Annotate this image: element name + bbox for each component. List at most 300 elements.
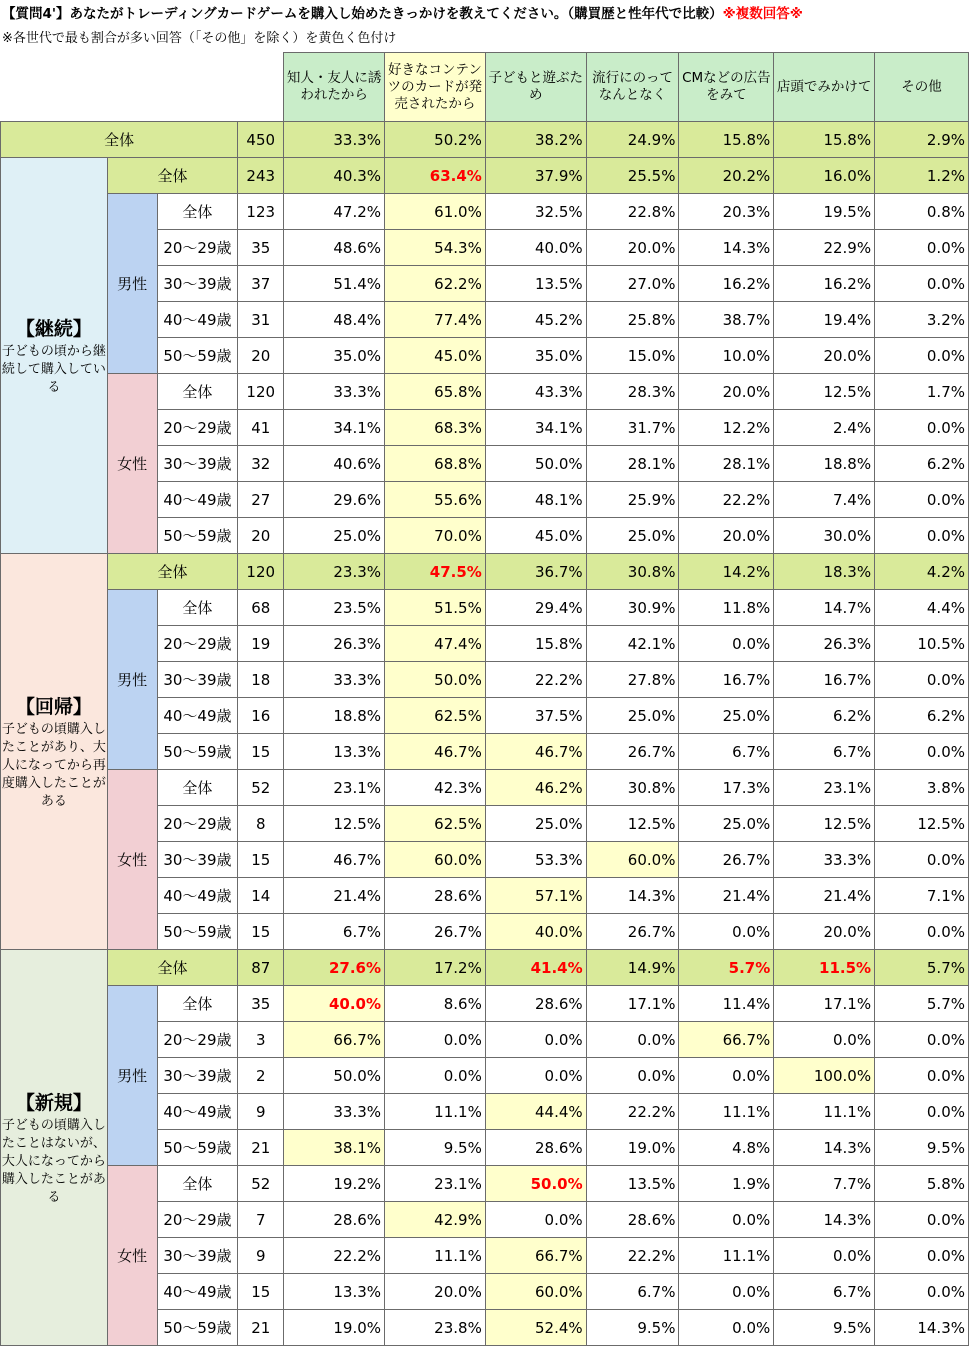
group-total-row [1,554,969,590]
age-label: 30～39歳 [157,662,238,698]
header-blank [1,53,284,122]
value-cell: 6.7% [774,734,875,770]
header-row [1,53,969,122]
sample-n: 2 [238,1058,284,1094]
value-cell: 30.8% [586,770,679,806]
group-description: 子どもの頃から継続して購入している [1,343,106,395]
value-cell: 26.7% [586,734,679,770]
group-description: 子どもの頃購入したことはないが、大人になってから購入したことがある [1,1117,106,1205]
value-cell: 10.0% [679,338,774,374]
value-cell: 62.5% [385,806,486,842]
value-cell: 14.3% [586,878,679,914]
value-cell: 63.4% [385,158,486,194]
value-cell: 47.5% [385,554,486,590]
value-cell: 50.0% [485,1166,586,1202]
value-cell: 0.0% [679,914,774,950]
age-label: 20～29歳 [157,410,238,446]
value-cell: 25.0% [586,518,679,554]
value-cell: 0.0% [875,1094,969,1130]
value-cell: 0.0% [875,1202,969,1238]
value-cell: 53.3% [485,842,586,878]
value-cell: 4.8% [679,1130,774,1166]
value-cell: 7.7% [774,1166,875,1202]
value-cell: 25.0% [679,698,774,734]
value-cell: 0.0% [774,1022,875,1058]
value-cell: 23.3% [284,554,385,590]
sample-n: 3 [238,1022,284,1058]
group-total-label: 全体 [107,158,238,194]
value-cell: 28.3% [586,374,679,410]
value-cell: 14.2% [679,554,774,590]
value-cell: 16.2% [679,266,774,302]
value-cell: 13.5% [485,266,586,302]
sample-n: 8 [238,806,284,842]
value-cell: 20.3% [679,194,774,230]
age-label: 40～49歳 [157,302,238,338]
value-cell: 70.0% [385,518,486,554]
value-cell: 13.3% [284,734,385,770]
title-main: 【質問4'】あなたがトレーディングカードゲームを購入し始めたきっかけを教えてください。（購買歴と性年代で比較） [2,6,723,22]
value-cell: 0.0% [875,482,969,518]
value-cell: 21.4% [679,878,774,914]
value-cell: 38.1% [284,1130,385,1166]
value-cell: 0.0% [875,1058,969,1094]
value-cell: 0.0% [875,518,969,554]
value-cell: 11.5% [774,950,875,986]
value-cell: 19.0% [284,1310,385,1346]
value-cell: 11.1% [385,1094,486,1130]
value-cell: 23.1% [284,770,385,806]
value-cell: 46.7% [385,734,486,770]
value-cell: 20.0% [679,518,774,554]
value-cell: 65.8% [385,374,486,410]
value-cell: 43.3% [485,374,586,410]
value-cell: 15.8% [679,122,774,158]
sample-n: 14 [238,878,284,914]
sample-n: 41 [238,410,284,446]
group-name: 【回帰】 [15,695,92,718]
sample-n: 9 [238,1238,284,1274]
value-cell: 40.0% [485,230,586,266]
value-cell: 77.4% [385,302,486,338]
value-cell: 8.6% [385,986,486,1022]
value-cell: 23.5% [284,590,385,626]
value-cell: 29.4% [485,590,586,626]
sample-n: 37 [238,266,284,302]
value-cell: 37.9% [485,158,586,194]
value-cell: 30.9% [586,590,679,626]
value-cell: 11.1% [679,1238,774,1274]
value-cell: 23.8% [385,1310,486,1346]
value-cell: 25.9% [586,482,679,518]
value-cell: 0.0% [485,1022,586,1058]
value-cell: 0.0% [485,1058,586,1094]
value-cell: 4.2% [875,554,969,590]
value-cell: 15.8% [774,122,875,158]
value-cell: 5.7% [875,950,969,986]
value-cell: 35.0% [485,338,586,374]
value-cell: 0.0% [586,1022,679,1058]
value-cell: 0.0% [875,266,969,302]
group-total-label: 全体 [107,554,238,590]
age-label: 50～59歳 [157,734,238,770]
value-cell: 50.0% [385,662,486,698]
value-cell: 25.8% [586,302,679,338]
age-label: 40～49歳 [157,878,238,914]
value-cell: 19.0% [586,1130,679,1166]
age-label: 20～29歳 [157,1202,238,1238]
value-cell: 0.0% [385,1058,486,1094]
value-cell: 25.5% [586,158,679,194]
value-cell: 0.0% [875,842,969,878]
value-cell: 30.0% [774,518,875,554]
value-cell: 0.0% [774,1238,875,1274]
group-name: 【新規】 [15,1091,92,1114]
sample-n: 52 [238,770,284,806]
age-label: 全体 [157,590,238,626]
value-cell: 30.8% [586,554,679,590]
group-total-n: 87 [238,950,284,986]
value-cell: 62.2% [385,266,486,302]
value-cell: 25.0% [284,518,385,554]
value-cell: 46.7% [284,842,385,878]
sample-n: 21 [238,1130,284,1166]
value-cell: 33.3% [284,374,385,410]
sample-n: 19 [238,626,284,662]
value-cell: 24.9% [586,122,679,158]
table-row [1,770,969,806]
table-row [1,194,969,230]
value-cell: 0.0% [586,1058,679,1094]
value-cell: 1.9% [679,1166,774,1202]
header-ad: CMなどの広告をみて [679,53,774,122]
value-cell: 25.0% [586,698,679,734]
age-label: 50～59歳 [157,914,238,950]
value-cell: 31.7% [586,410,679,446]
value-cell: 51.5% [385,590,486,626]
age-label: 20～29歳 [157,230,238,266]
group-label-kaiki [1,554,108,950]
value-cell: 57.1% [485,878,586,914]
value-cell: 42.3% [385,770,486,806]
value-cell: 6.2% [875,446,969,482]
value-cell: 27.0% [586,266,679,302]
value-cell: 21.4% [774,878,875,914]
value-cell: 28.1% [586,446,679,482]
age-label: 40～49歳 [157,1094,238,1130]
age-label: 50～59歳 [157,338,238,374]
value-cell: 0.0% [875,662,969,698]
value-cell: 1.2% [875,158,969,194]
value-cell: 29.6% [284,482,385,518]
value-cell: 50.0% [485,446,586,482]
group-total-n: 243 [238,158,284,194]
value-cell: 0.0% [679,1202,774,1238]
value-cell: 6.7% [586,1274,679,1310]
value-cell: 20.0% [385,1274,486,1310]
value-cell: 38.2% [485,122,586,158]
group-name: 【継続】 [15,317,92,340]
value-cell: 12.5% [875,806,969,842]
header-children: 子どもと遊ぶため [485,53,586,122]
value-cell: 7.4% [774,482,875,518]
value-cell: 11.1% [385,1238,486,1274]
value-cell: 20.0% [679,374,774,410]
value-cell: 22.2% [485,662,586,698]
gender-female-label: 女性 [107,1166,157,1346]
value-cell: 32.5% [485,194,586,230]
value-cell: 40.3% [284,158,385,194]
value-cell: 13.5% [586,1166,679,1202]
value-cell: 5.8% [875,1166,969,1202]
value-cell: 12.5% [284,806,385,842]
age-label: 40～49歳 [157,482,238,518]
value-cell: 23.1% [385,1166,486,1202]
value-cell: 9.5% [586,1310,679,1346]
sample-n: 35 [238,986,284,1022]
table-row [1,590,969,626]
sample-n: 35 [238,230,284,266]
value-cell: 11.1% [679,1094,774,1130]
value-cell: 61.0% [385,194,486,230]
sample-n: 20 [238,518,284,554]
value-cell: 0.0% [875,1238,969,1274]
value-cell: 62.5% [385,698,486,734]
value-cell: 18.8% [284,698,385,734]
value-cell: 3.2% [875,302,969,338]
value-cell: 28.6% [485,1130,586,1166]
sample-n: 31 [238,302,284,338]
value-cell: 33.3% [284,122,385,158]
value-cell: 36.7% [485,554,586,590]
group-label-keizoku [1,158,108,554]
group-total-label: 全体 [107,950,238,986]
value-cell: 17.3% [679,770,774,806]
value-cell: 26.3% [774,626,875,662]
gender-female-label: 女性 [107,374,157,554]
value-cell: 44.4% [485,1094,586,1130]
value-cell: 16.7% [774,662,875,698]
value-cell: 45.0% [485,518,586,554]
value-cell: 13.3% [284,1274,385,1310]
value-cell: 12.2% [679,410,774,446]
sample-n: 32 [238,446,284,482]
value-cell: 55.6% [385,482,486,518]
age-label: 40～49歳 [157,1274,238,1310]
sample-n: 15 [238,1274,284,1310]
value-cell: 48.4% [284,302,385,338]
value-cell: 0.0% [679,1058,774,1094]
value-cell: 22.8% [586,194,679,230]
value-cell: 66.7% [284,1022,385,1058]
table-row [1,374,969,410]
value-cell: 2.9% [875,122,969,158]
value-cell: 14.7% [774,590,875,626]
value-cell: 19.5% [774,194,875,230]
value-cell: 46.7% [485,734,586,770]
value-cell: 20.2% [679,158,774,194]
value-cell: 27.6% [284,950,385,986]
age-label: 全体 [157,986,238,1022]
value-cell: 10.5% [875,626,969,662]
value-cell: 6.7% [774,1274,875,1310]
sample-n: 123 [238,194,284,230]
value-cell: 40.0% [485,914,586,950]
value-cell: 34.1% [284,410,385,446]
sample-n: 15 [238,734,284,770]
value-cell: 100.0% [774,1058,875,1094]
value-cell: 46.2% [485,770,586,806]
value-cell: 12.5% [586,806,679,842]
value-cell: 28.6% [586,1202,679,1238]
value-cell: 28.6% [284,1202,385,1238]
value-cell: 51.4% [284,266,385,302]
value-cell: 16.0% [774,158,875,194]
value-cell: 0.0% [875,230,969,266]
age-label: 30～39歳 [157,446,238,482]
value-cell: 26.3% [284,626,385,662]
value-cell: 47.2% [284,194,385,230]
table-row [1,986,969,1022]
value-cell: 16.2% [774,266,875,302]
value-cell: 5.7% [875,986,969,1022]
age-label: 30～39歳 [157,1058,238,1094]
value-cell: 68.8% [385,446,486,482]
age-label: 全体 [157,770,238,806]
age-label: 40～49歳 [157,698,238,734]
grand-total-label: 全体 [1,122,238,158]
value-cell: 41.4% [485,950,586,986]
value-cell: 19.2% [284,1166,385,1202]
value-cell: 28.6% [485,986,586,1022]
header-other: その他 [875,53,969,122]
value-cell: 0.0% [385,1022,486,1058]
value-cell: 15.8% [485,626,586,662]
value-cell: 14.3% [875,1310,969,1346]
value-cell: 11.4% [679,986,774,1022]
value-cell: 17.1% [774,986,875,1022]
age-label: 全体 [157,1166,238,1202]
group-label-shinki [1,950,108,1346]
age-label: 全体 [157,374,238,410]
value-cell: 0.0% [485,1202,586,1238]
value-cell: 26.7% [586,914,679,950]
gender-male-label: 男性 [107,590,157,770]
age-label: 20～29歳 [157,806,238,842]
value-cell: 50.2% [385,122,486,158]
value-cell: 22.2% [284,1238,385,1274]
sample-n: 27 [238,482,284,518]
value-cell: 60.0% [485,1274,586,1310]
header-trend: 流行にのってなんとなく [586,53,679,122]
value-cell: 16.7% [679,662,774,698]
age-label: 20～29歳 [157,1022,238,1058]
value-cell: 14.9% [586,950,679,986]
sample-n: 16 [238,698,284,734]
value-cell: 6.2% [774,698,875,734]
value-cell: 50.0% [284,1058,385,1094]
value-cell: 9.5% [774,1310,875,1346]
value-cell: 14.3% [774,1202,875,1238]
sample-n: 120 [238,374,284,410]
value-cell: 21.4% [284,878,385,914]
value-cell: 0.0% [875,1274,969,1310]
value-cell: 22.2% [586,1094,679,1130]
group-total-n: 120 [238,554,284,590]
value-cell: 26.7% [385,914,486,950]
header-friend: 知人・友人に誘われたから [284,53,385,122]
value-cell: 5.7% [679,950,774,986]
value-cell: 22.9% [774,230,875,266]
value-cell: 47.4% [385,626,486,662]
sample-n: 18 [238,662,284,698]
sample-n: 15 [238,842,284,878]
value-cell: 38.7% [679,302,774,338]
group-description: 子どもの頃購入したことがあり、大人になってから再度購入したことがある [1,721,106,809]
value-cell: 2.4% [774,410,875,446]
value-cell: 66.7% [679,1022,774,1058]
gender-female-label: 女性 [107,770,157,950]
value-cell: 0.0% [875,410,969,446]
value-cell: 15.0% [586,338,679,374]
value-cell: 7.1% [875,878,969,914]
value-cell: 6.2% [875,698,969,734]
value-cell: 33.3% [284,662,385,698]
value-cell: 35.0% [284,338,385,374]
value-cell: 11.1% [774,1094,875,1130]
value-cell: 22.2% [679,482,774,518]
value-cell: 0.0% [875,338,969,374]
value-cell: 0.0% [679,1274,774,1310]
group-total-row [1,950,969,986]
value-cell: 54.3% [385,230,486,266]
value-cell: 18.8% [774,446,875,482]
value-cell: 48.6% [284,230,385,266]
value-cell: 14.3% [774,1130,875,1166]
sample-n: 21 [238,1310,284,1346]
age-label: 50～59歳 [157,518,238,554]
value-cell: 6.7% [284,914,385,950]
value-cell: 0.0% [875,1022,969,1058]
header-content: 好きなコンテンツのカードが発売されたから [385,53,486,122]
color-note: ※各世代で最も割合が多い回答（「その他」を除く）を黄色く色付け [2,31,397,46]
value-cell: 42.9% [385,1202,486,1238]
page-title [2,2,967,26]
value-cell: 14.3% [679,230,774,266]
value-cell: 0.0% [679,626,774,662]
value-cell: 40.0% [284,986,385,1022]
value-cell: 17.2% [385,950,486,986]
value-cell: 23.1% [774,770,875,806]
sample-n: 7 [238,1202,284,1238]
value-cell: 45.2% [485,302,586,338]
sample-n: 15 [238,914,284,950]
gender-male-label: 男性 [107,986,157,1166]
value-cell: 60.0% [385,842,486,878]
age-label: 30～39歳 [157,1238,238,1274]
value-cell: 33.3% [774,842,875,878]
age-label: 50～59歳 [157,1130,238,1166]
group-total-row [1,158,969,194]
value-cell: 20.0% [586,230,679,266]
age-label: 20～29歳 [157,626,238,662]
age-label: 全体 [157,194,238,230]
value-cell: 6.7% [679,734,774,770]
value-cell: 17.1% [586,986,679,1022]
sample-n: 68 [238,590,284,626]
value-cell: 0.0% [875,734,969,770]
value-cell: 25.0% [679,806,774,842]
